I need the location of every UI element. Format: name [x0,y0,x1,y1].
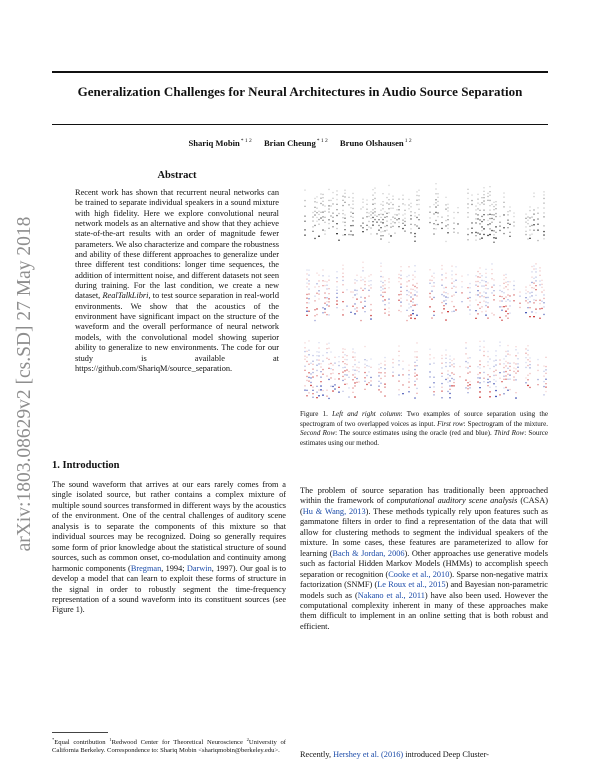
spectrogram-mixture-right [427,172,548,246]
spectrogram-oracle-left [300,250,421,324]
right-column-text: The problem of source separation has traditionally been approached within the framework of computational auditory scene analysis (CASA) (Hu & Wang, 2013). These methods typically rely upon features such as gammatone filters in order to find a representation of the data that will allow for clustering methods to segment the individual speakers of the mixture. In some cases, these features are parameterized to allow for learning (Bach & Jordan, 2006). Other approaches use generative models such as factorial Hidden Markov Models (HMMs) to accomplish speech separation or recognition (Cooke et al., 2010). Sparse non-negative matrix factorization (SNMF) (Le Roux et al., 2015) and Bayesian non-parametric models such as (Nakano et al., 2011) have also been used. However the computational complexity inherent in many of these approaches make them difficult to implement in an online setting that is both robust and efficient. [300,486,548,631]
dataset-name: RealTalkLibri [102,291,149,301]
citation-link[interactable]: Le Roux et al., 2015 [377,580,446,590]
author-1: Shariq Mobin$^{* 1 2}$ [188,138,252,148]
introduction-text: The sound waveform that arrives at our ears rarely comes from a single isolated source, but rather contains a complex mixture of multiple sound sources transformed in different ways by the acoustics of the environment. One of the central challenges of auditory scene analysis is to separate the components of this mixture so that individual sources may be recognized. Doing so generally requires some form of prior knowledge about the statistical structure of sound sources, such as common onset, co-modulation and continuity among harmonic components (Bregman, 1994; Darwin, 1997). Our goal is to develop a model that can learn to exploit these forms of structure in the signal in order to robustly segment the time-frequency representation of a sound waveform into its constituent sources (see Figure 1). [52,480,286,615]
arxiv-stamp [6,200,44,568]
title-rule-bottom [52,124,548,125]
right-column-text-2: Recently, Hershey et al. (2016) introduced Deep Cluster- [300,750,489,759]
introduction-heading: 1. Introduction [52,460,120,471]
citation-link[interactable]: Bregman [130,563,162,573]
spectrogram-estimate-left [300,328,421,402]
author-list [52,138,548,148]
citation-link[interactable]: Hershey et al. (2016) [333,750,404,759]
author-3: Bruno Olshausen$^{1 2}$ [339,138,412,148]
figure-caption: Figure 1. Left and right column: Two examples of source separation using the spectrogram of two overlapped voices as input. First row: Spectrogram of the mixture. Second Row: The source estimates using the oracle (red and blue). Third Row: Source estimates using our method. [300,410,549,447]
figure-1 [300,172,548,404]
citation-link[interactable]: Hu & Wang, 2013 [302,506,366,516]
arxiv-id: arXiv:1803.08629v2 [cs.SD] 27 May 2018 [14,216,35,552]
spectrogram-mixture-left [300,172,421,246]
title-rule-top [52,71,548,73]
spectrogram-oracle-right [427,250,548,324]
footnote: *Equal contribution $^1$Redwood Center for Theoretical Neuroscience $^2$University of California Berkeley. Correspondence to: Shariq Mobin <shariqmobin@berkeley.edu>. [52,737,286,755]
paper-title: Generalization Challenges for Neural Architectures in Audio Source Separation [77,84,523,99]
citation-link[interactable]: Nakano et al., 2011 [357,590,425,600]
abstract-heading: Abstract [157,170,197,181]
footnote-rule [52,732,108,733]
citation-link[interactable]: Bach & Jordan, 2006 [332,548,405,558]
author-2: Brian Cheung$^{* 1 2}$ [263,138,328,148]
spectrogram-estimate-right [427,328,548,402]
citation-link[interactable]: Darwin [186,563,212,573]
citation-link[interactable]: Cooke et al., 2010 [388,569,450,579]
abstract-text: Recent work has shown that recurrent neural networks can be trained to separate individual speakers in a sound mixture with high fidelity. Here we explore convolutional neural network models as an alternative and show that they achieve state-of-the-art results with an order of magnitude fewer parameters. We also characterize and compare the robustness and ability of these different approaches to generalize under three different test conditions: longer time sequences, the addition of intermittent noise, and different datasets not seen during training. For the last condition, we create a new dataset, RealTalkLibri, to test source separation in real-world environments. We show that the acoustics of the environment have significant impact on the structure of the waveform and the overall performance of neural network models, with the convolutional model showing superior ability to generalize to new environments. The code for our study is available at https://github.com/ShariqM/source_separation. [75,188,280,373]
